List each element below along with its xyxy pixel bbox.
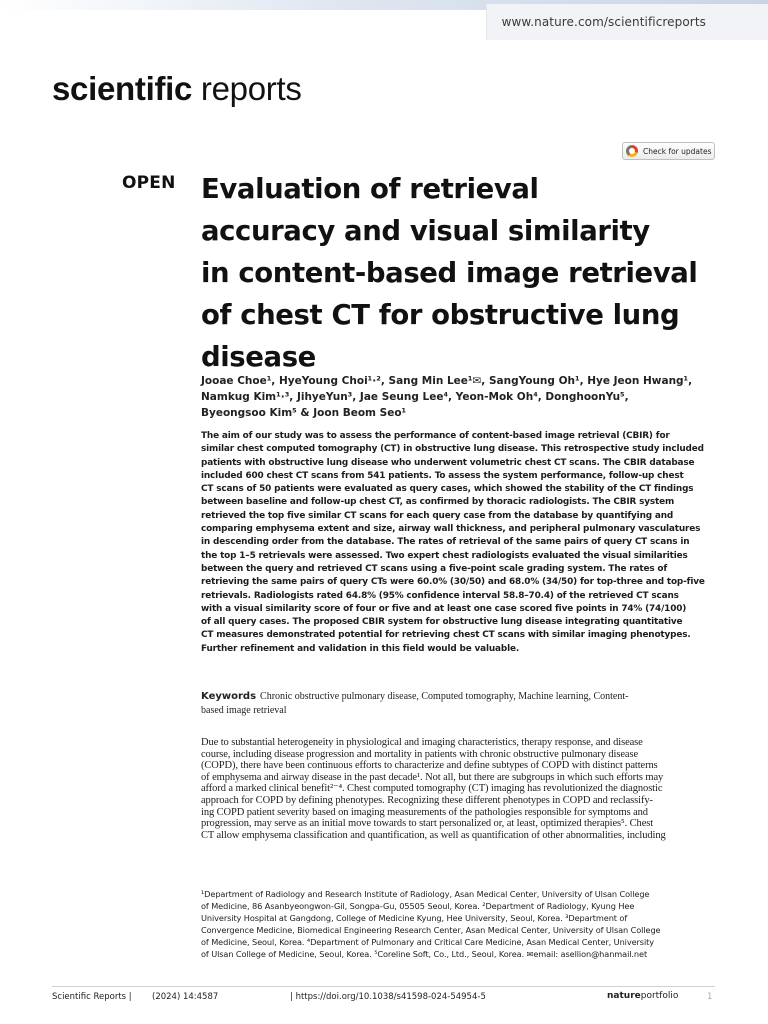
abstract-line: retrieving the same pairs of query CTs were 60.0% (30/50) and 68.0% (34/50) for top-three and top-five <box>201 577 705 588</box>
affiliation-line: ¹Department of Radiology and Research Institute of Radiology, Asan Medical Center, University of Ulsan College <box>201 889 650 899</box>
abstract-line: included 600 chest CT scans from 541 patients. To assess the system performance, follow-up chest <box>201 470 684 481</box>
abstract-line: comparing emphysema extent and size, airway wall thickness, and peripheral pulmonary vasculatures <box>201 524 701 535</box>
journal-logo[interactable] <box>52 70 302 108</box>
abstract-line: similar chest computed tomography (CT) in obstructive lung disease. This retrospective study included <box>201 444 704 455</box>
abstract-line: patients with obstructive lung disease who underwent volumetric chest CT scans. The CBIR database <box>201 457 695 468</box>
body-line: (COPD), there have been continuous efforts to characterize and define subtypes of COPD with distinct patterns <box>201 760 658 772</box>
affiliation-line[interactable]: of Ulsan College of Medicine, Seoul, Korea. ⁵Coreline Soft, Co., Ltd., Seoul, Korea. ✉email: asellion@hanmail.net <box>201 949 648 960</box>
keywords-text: based image retrieval <box>201 705 287 716</box>
journal-logo-light: reports <box>192 70 302 107</box>
keywords-section <box>201 690 721 718</box>
body-line: approach for COPD by defining phenotypes. Recognizing these different phenotypes in COPD and reclassify- <box>201 794 653 806</box>
body-line[interactable]: of emphysema and airway disease in the past decade¹. Not all, but there are subgroups in which such efforts may <box>201 771 664 783</box>
footer-divider <box>52 986 715 987</box>
title-line: disease <box>201 341 316 373</box>
abstract-line: with a visual similarity score of four or five and at least one case scored five points in 74% (74/100) <box>201 603 687 614</box>
abstract-line: retrieved the top five similar CT scans for each query case from the database by quantifying and <box>201 510 674 521</box>
body-line: course, including disease progression and mortality in patients with chronic obstructive pulmonary disease <box>201 748 639 760</box>
body-line: ing COPD patient severity based on imaging measurements of the pathologies responsible for symptoms and <box>201 806 648 818</box>
affiliation-line: of Medicine, 86 Asanbyeongwon-Gil, Songpa-Gu, 05505 Seoul, Korea. ²Department of Radiology, Kyung Hee <box>201 901 635 912</box>
abstract-line: between baseline and follow-up chest CT, as confirmed by thoracic radiologists. The CBIR system <box>201 497 675 508</box>
page-footer <box>52 992 722 1008</box>
keywords-text: Chronic obstructive pulmonary disease, Computed tomography, Machine learning, Content- <box>260 691 629 702</box>
keywords-line <box>201 690 721 704</box>
page-number: 1 <box>707 992 713 1002</box>
abstract-line: retrievals. Radiologists rated 64.8% (95% confidence interval 58.8–70.4) of the retrieved CT scans <box>201 590 679 601</box>
open-access-label: OPEN <box>122 173 176 193</box>
affiliations <box>201 888 721 961</box>
author-line[interactable]: Byeongsoo Kim⁵ & Joon Beom Seo¹ <box>201 407 407 419</box>
abstract <box>201 430 721 656</box>
body-line: Due to substantial heterogeneity in physiological and imaging characteristics, therapy response, and disease <box>201 737 643 748</box>
keywords-heading: Keywords <box>201 691 257 702</box>
publisher-logo-bold: nature <box>607 991 641 1001</box>
check-for-updates-label: Check for updates <box>643 146 712 156</box>
abstract-line: CT scans of 50 patients were evaluated as query cases, which showed the stability of the CT findings <box>201 484 694 495</box>
introduction-text <box>201 737 721 841</box>
affiliation-line: University Hospital at Gangdong, College of Medicine Kyung, Hee University, Seoul, Korea. ³Department of <box>201 913 628 924</box>
author-list <box>201 373 716 421</box>
body-line[interactable]: progression, may serve as an initial move towards to start personalized or, at least, optimized therapies⁵. Chest <box>201 818 654 830</box>
footer-volume: (2024) 14:4587 <box>152 992 219 1002</box>
abstract-line: between the query and retrieved CT scans using a five-point scale grading system. The rates of <box>201 563 668 574</box>
title-line: Evaluation of retrieval <box>201 173 539 205</box>
footer-doi-link[interactable]: | https://doi.org/10.1038/s41598-024-54954-5 <box>290 992 486 1002</box>
publisher-logo-light: portfolio <box>640 991 679 1001</box>
affiliation-line: Convergence Medicine, Biomedical Engineering Research Center, Asan Medical Center, University of Ulsan College <box>201 925 661 936</box>
title-line: in content-based image retrieval <box>201 257 698 289</box>
check-for-updates-button[interactable] <box>622 142 715 160</box>
author-line[interactable]: Jooae Choe¹, HyeYoung Choi¹·², Sang Min Lee¹✉, SangYoung Oh¹, Hye Jeon Hwang¹, <box>201 375 693 387</box>
journal-logo-bold: scientific <box>52 70 193 107</box>
title-line: accuracy and visual similarity <box>201 215 650 247</box>
abstract-line: CT measures demonstrated potential for retrieving chest CT scans with similar imaging phenotypes. <box>201 630 691 641</box>
article-title <box>201 168 701 378</box>
body-line: CT allow emphysema classification and quantification, as well as quantification of other abnormalities, including <box>201 829 666 841</box>
footer-journal: Scientific Reports | <box>52 992 132 1002</box>
abstract-line: in descending order from the database. The rates of retrieval of the same pairs of query CT scans in <box>201 537 690 548</box>
title-line: of chest CT for obstructive lung <box>201 299 680 331</box>
crossmark-icon <box>626 145 638 157</box>
site-url-link[interactable]: www.nature.com/scientificreports <box>501 15 706 29</box>
abstract-line: the top 1–5 retrievals were assessed. Two expert chest radiologists evaluated the visual similarities <box>201 550 688 561</box>
top-banner <box>0 0 768 46</box>
abstract-line: The aim of our study was to assess the performance of content-based image retrieval (CBIR) for <box>201 431 670 441</box>
abstract-line: Further refinement and validation in this field would be valuable. <box>201 643 520 654</box>
body-line[interactable]: afford a marked clinical benefit²⁻⁴. Chest computed tomography (CT) imaging has revolutionized the diagnostic <box>201 783 663 795</box>
affiliation-line: of Medicine, Seoul, Korea. ⁴Department of Pulmonary and Critical Care Medicine, Asan Medical Center, University <box>201 937 654 948</box>
publisher-logo <box>607 991 678 1001</box>
abstract-line: of all query cases. The proposed CBIR system for obstructive lung disease integrating quantitative <box>201 617 683 628</box>
author-line[interactable]: Namkug Kim¹·³, JihyeYun³, Jae Seung Lee⁴, Yeon-Mok Oh⁴, DonghoonYu⁵, <box>201 391 629 403</box>
